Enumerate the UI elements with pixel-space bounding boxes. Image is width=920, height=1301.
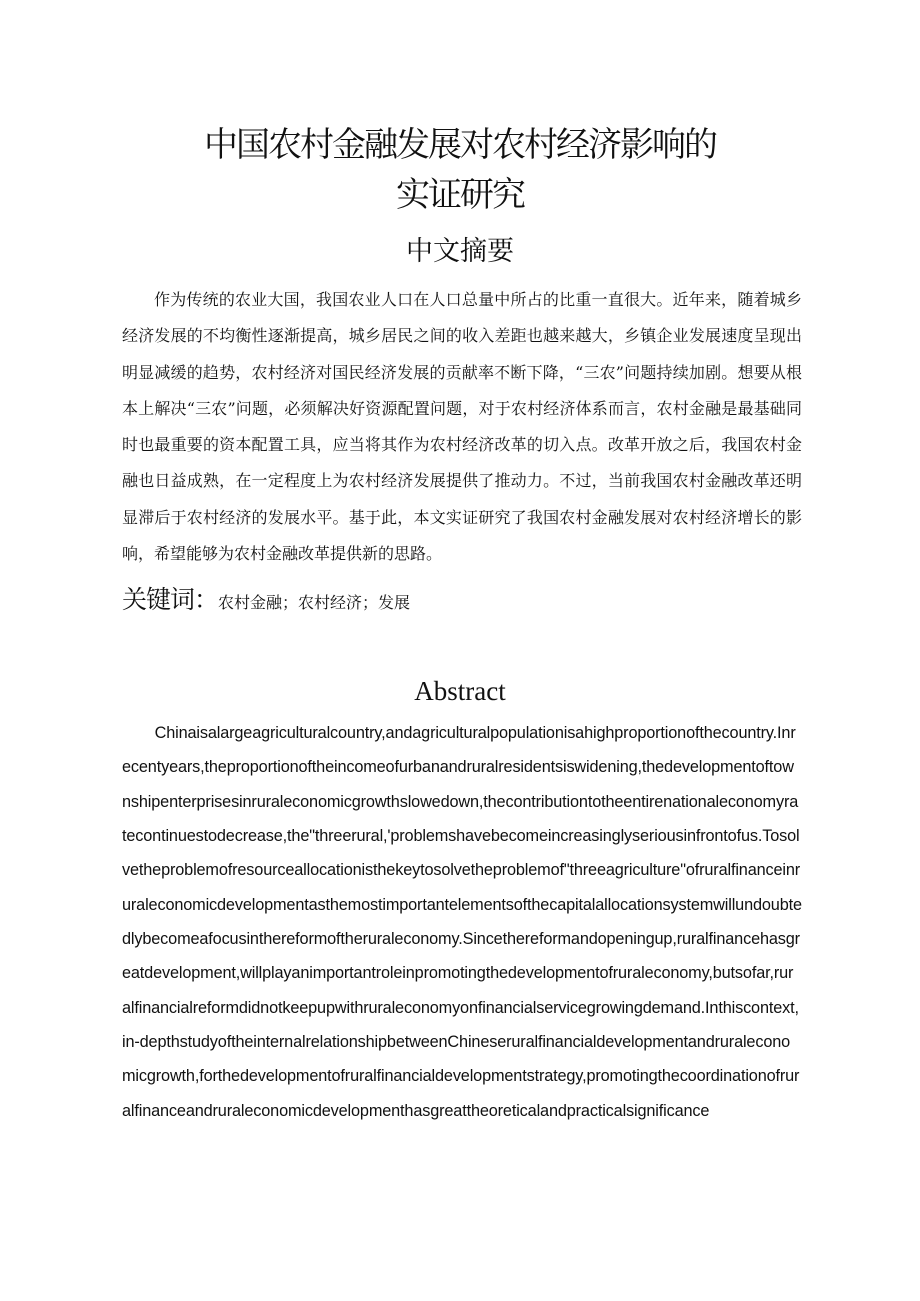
- english-abstract-heading: Abstract: [414, 676, 506, 706]
- keywords-label: 关键词：: [122, 585, 219, 614]
- document-title-line-2: 实证研究: [396, 175, 524, 215]
- keywords-values: 农村金融；农村经济；发展: [218, 593, 411, 612]
- document-title: [0, 120, 920, 220]
- chinese-abstract-heading: 中文摘要: [406, 236, 514, 267]
- english-abstract-body: Chinaisalargeagriculturalcountry,andagriculturalpopulationisahighproportionofthecountry.Inrecentyears,theproportionoftheincomeofurbanandruralresidentsiswidening,thedevelopmentoftownshipenterprisesinruraleconomicgrowthslowedown,thecontributiontotheentirenationaleconomyratecontinuestodecrease,the"threerural,'problemshavebecomeincreasinglyseriousinfrontofus.Tosolvetheproblemofresourceallocationisthekeytosolvetheproblemof"threeagriculture"ofruralfinanceinruraleconomicdevelopmentasthemostimportantelementsofthecapitalallocationsystemwillundoubtedlybecomeafocusinthereformoftheruraleconomy.Sincethereformandopeningup,ruralfinancehasgreatdevelopment,willplayanimportantroleinpromotingthedevelopmentofruraleconomy,butsofar,ruralfinancialreformdidnotkeepupwithruraleconomyonfinancialservicegrowingdemand.Inthiscontext,in-depthstudyoftheinternalrelationshipbetweenChineseruralfinancialdevelopmentandruraleconomicgrowth,forthedevelopmentofruralfinancialdevelopmentstrategy,promotingthecoordinationofruralfinanceandruraleconomicdevelopmenthasgreattheoreticalandpracticalsignificance: [122, 724, 802, 1120]
- chinese-abstract-body: 作为传统的农业大国，我国农业人口在人口总量中所占的比重一直很大。近年来，随着城乡经济发展的不均衡性逐渐提高，城乡居民之间的收入差距也越来越大，乡镇企业发展速度呈现出明显减缓的趋势，农村经济对国民经济发展的贡献率不断下降，“三农”问题持续加剧。想要从根本上解决“三农”问题，必须解决好资源配置问题，对于农村经济体系而言，农村金融是最基础同时也最重要的资本配置工具，应当将其作为农村经济改革的切入点。改革开放之后，我国农村金融也日益成熟，在一定程度上为农村经济发展提供了推动力。不过，当前我国农村金融改革还明显滞后于农村经济的发展水平。基于此，本文实证研究了我国农村金融发展对农村经济增长的影响，希望能够为农村金融改革提供新的思路。: [122, 290, 802, 564]
- keywords-line: [122, 580, 802, 616]
- document-title-line-1: 中国农村金融发展对农村经济影响的: [204, 125, 716, 165]
